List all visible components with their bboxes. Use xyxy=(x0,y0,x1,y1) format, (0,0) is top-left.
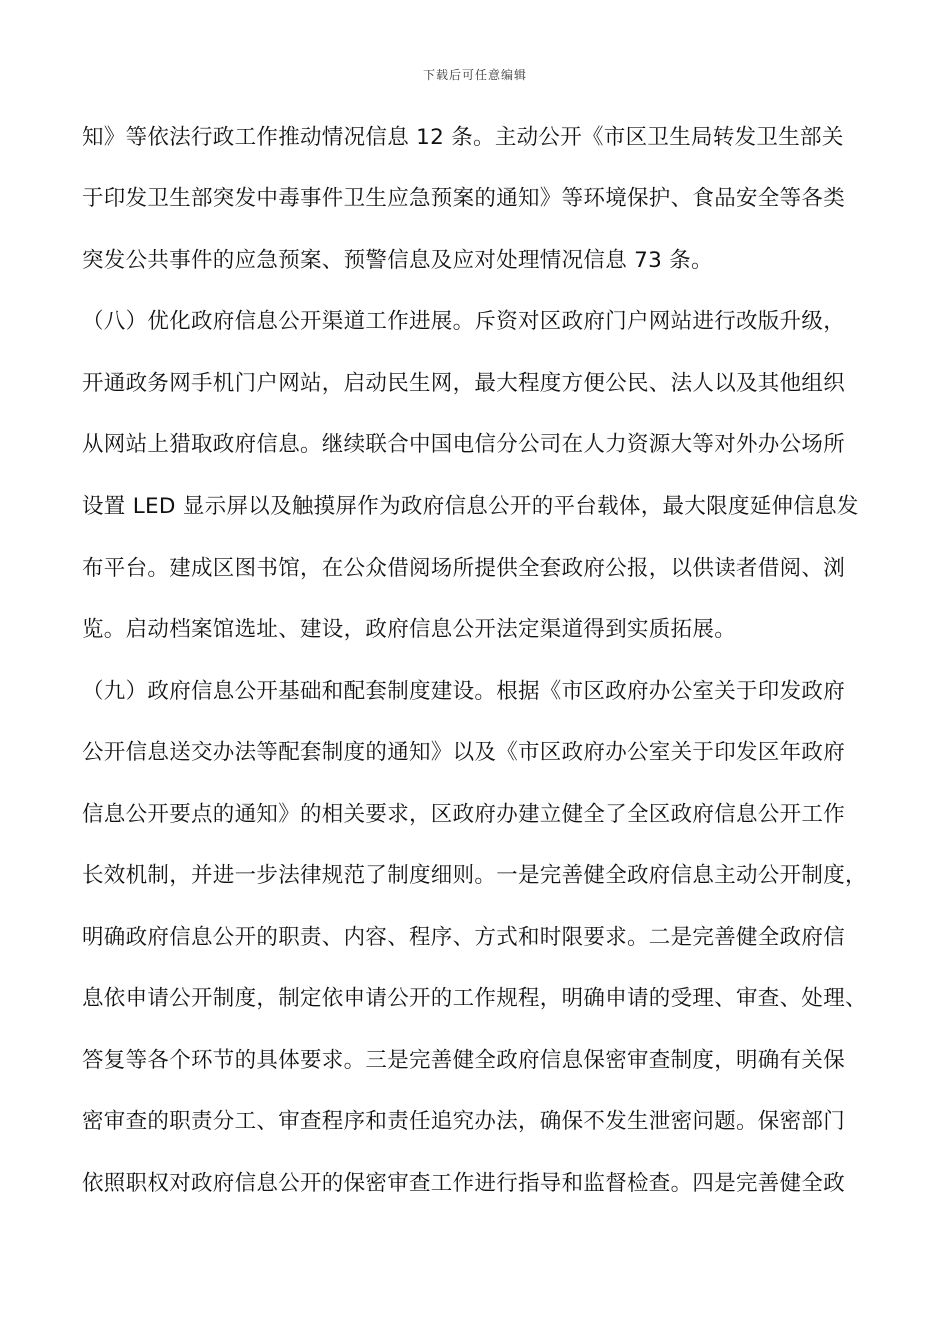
text-line: 明确政府信息公开的职责、内容、程序、方式和时限要求。二是完善健全政府信 xyxy=(82,925,846,950)
text-line: 设置 LED 显示屏以及触摸屏作为政府信息公开的平台载体，最大限度延伸信息发 xyxy=(82,494,859,519)
text-line: 答复等各个环节的具体要求。三是完善健全政府信息保密审查制度，明确有关保 xyxy=(82,1048,846,1073)
text-line: 息依申请公开制度，制定依申请公开的工作规程，明确申请的受理、审查、处理、 xyxy=(82,986,867,1011)
page-header: 下载后可任意编辑 xyxy=(422,68,527,82)
text-line: 知》等依法行政工作推动情况信息 12 条。主动公开《市区卫生局转发卫生部关 xyxy=(82,125,844,150)
text-line: 开通政务网手机门户网站，启动民生网，最大程度方便公民、法人以及其他组织 xyxy=(82,371,846,396)
text-line: 公开信息送交办法等配套制度的通知》以及《市区政府办公室关于印发区年政府 xyxy=(82,740,846,765)
text-line: 依照职权对政府信息公开的保密审查工作进行指导和监督检查。四是完善健全政 xyxy=(82,1171,846,1196)
text-line: 览。启动档案馆选址、建设，政府信息公开法定渠道得到实质拓展。 xyxy=(82,617,737,642)
section-heading-line: （九）政府信息公开基础和配套制度建设。根据《市区政府办公室关于印发政府 xyxy=(82,679,846,704)
text-line: 从网站上猎取政府信息。继续联合中国电信分公司在人力资源大等对外办公场所 xyxy=(82,432,846,457)
text-line: 信息公开要点的通知》的相关要求，区政府办建立健全了全区政府信息公开工作 xyxy=(82,802,846,827)
section-heading-line: （八）优化政府信息公开渠道工作进展。斥资对区政府门户网站进行改版升级， xyxy=(82,309,846,334)
text-line: 于印发卫生部突发中毒事件卫生应急预案的通知》等环境保护、食品安全等各类 xyxy=(82,186,846,211)
text-line: 密审查的职责分工、审查程序和责任追究办法，确保不发生泄密问题。保密部门 xyxy=(82,1109,846,1134)
text-line: 布平台。建成区图书馆，在公众借阅场所提供全套政府公报，以供读者借阅、浏 xyxy=(82,556,846,581)
text-line: 长效机制，并进一步法律规范了制度细则。一是完善健全政府信息主动公开制度， xyxy=(82,863,867,888)
text-line: 突发公共事件的应急预案、预警信息及应对处理情况信息 73 条。 xyxy=(82,248,713,273)
